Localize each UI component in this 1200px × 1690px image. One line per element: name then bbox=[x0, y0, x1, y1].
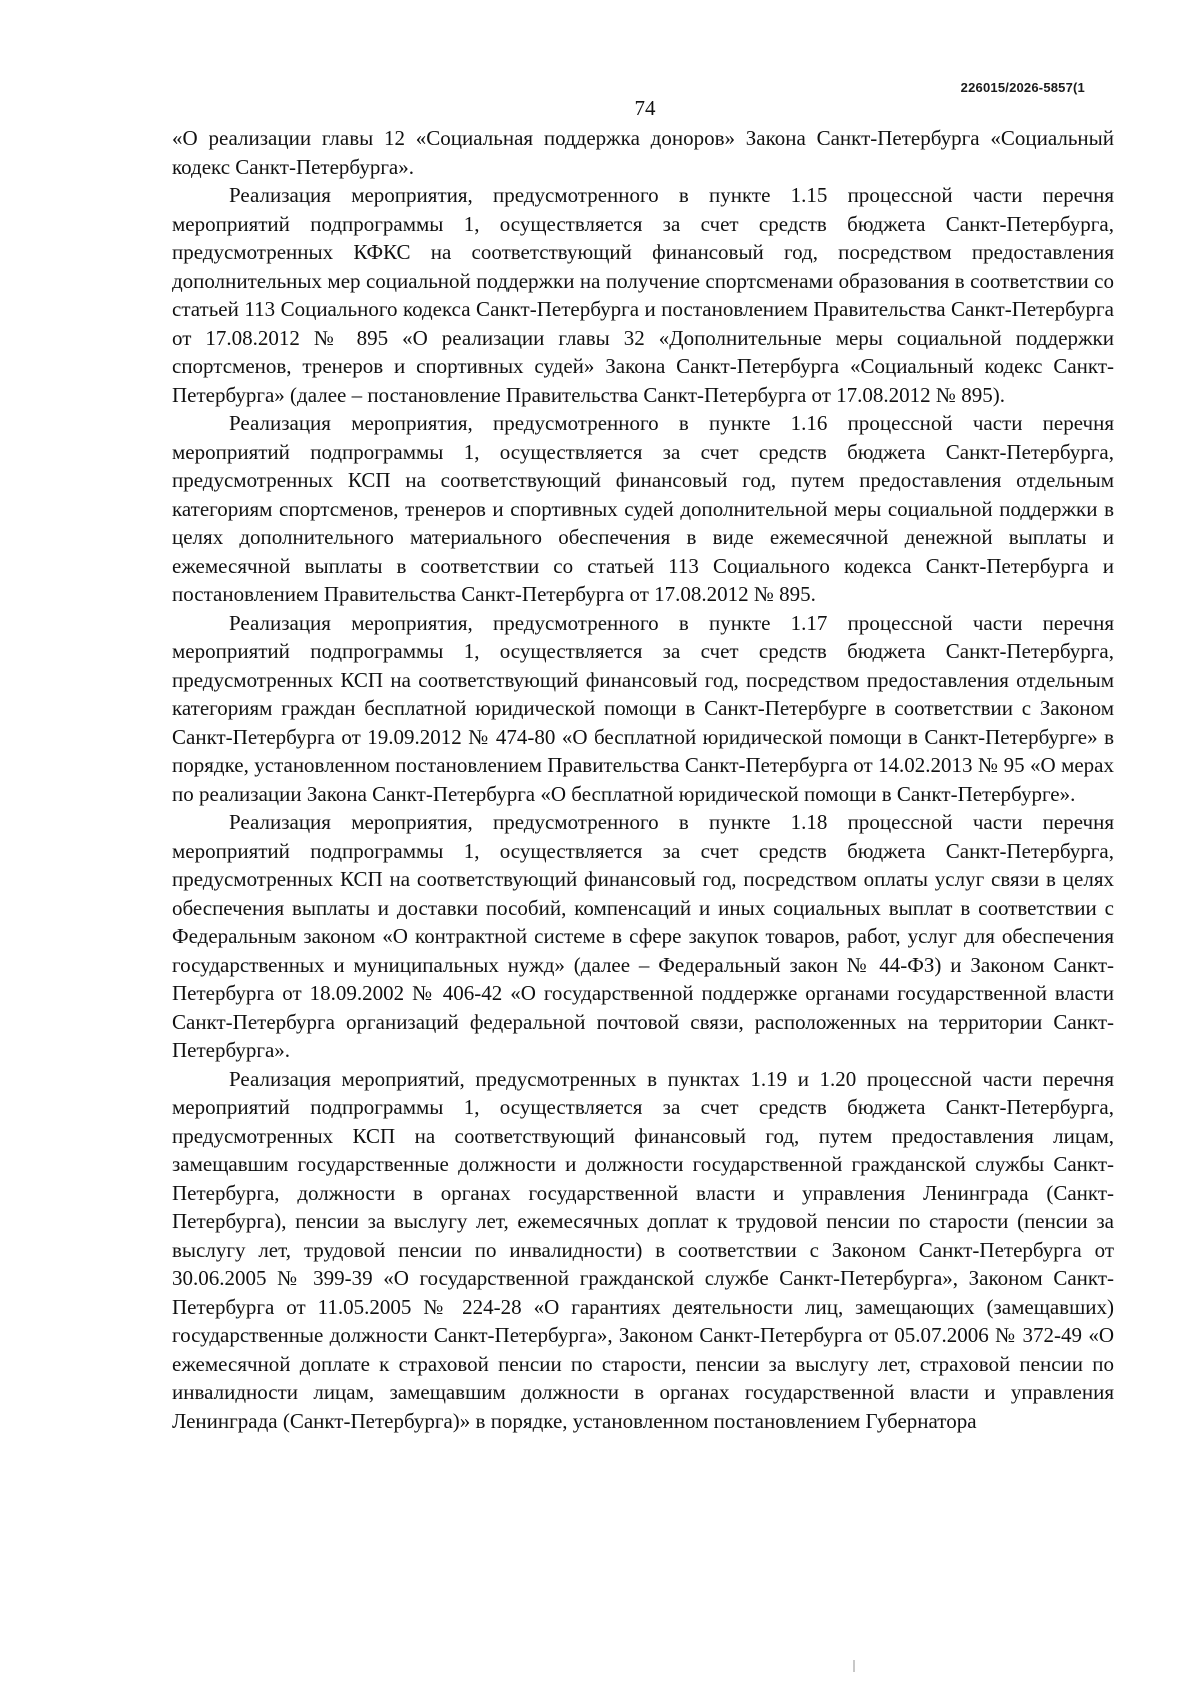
paragraph-item-1-17: Реализация мероприятия, предусмотренного в пункте 1.17 процессной части перечня мероприятий подпрограммы 1, осуществляется за счет средств бюджета Санкт-Петербурга, предусмотренных КСП на соответствующий финансовый год, посредством предоставления отдельным категориям граждан бесплатной юридической помощи в Санкт-Петербурге в соответствии с Законом Санкт-Петербурга от 19.09.2012 № 474-80 «О бесплатной юридической помощи в Санкт-Петербурге» в порядке, установленном постановлением Правительства Санкт-Петербурга от 14.02.2013 № 95 «О мерах по реализации Закона Санкт-Петербурга «О бесплатной юридической помощи в Санкт-Петербурге». bbox=[172, 610, 1114, 806]
paragraph-continuation: «О реализации главы 12 «Социальная поддержка доноров» Закона Санкт-Петербурга «Социальный кодекс Санкт-Петербурга». bbox=[172, 126, 1114, 179]
paragraph-item-1-15: Реализация мероприятия, предусмотренного в пункте 1.15 процессной части перечня мероприятий подпрограммы 1, осуществляется за счет средств бюджета Санкт-Петербурга, предусмотренных КФКС на соответствующий финансовый год, посредством предоставления дополнительных мер социальной поддержки на получение спортсменами образования в соответствии со статьей 113 Социального кодекса Санкт-Петербурга и постановлением Правительства Санкт-Петербурга от 17.08.2012 № 895 «О реализации главы 32 «Дополнительные меры социальной поддержки спортсменов, тренеров и спортивных судей» Закона Санкт-Петербурга «Социальный кодекс Санкт-Петербурга» (далее – постановление Правительства Санкт-Петербурга от 17.08.2012 № 895). bbox=[172, 183, 1114, 407]
scan-mark bbox=[853, 1660, 855, 1672]
paragraph-item-1-16: Реализация мероприятия, предусмотренного в пункте 1.16 процессной части перечня мероприятий подпрограммы 1, осуществляется за счет средств бюджета Санкт-Петербурга, предусмотренных КСП на соответствующий финансовый год, путем предоставления отдельным категориям спортсменов, тренеров и спортивных судей дополнительной меры социальной поддержки в целях дополнительного материального обеспечения в виде ежемесячной денежной выплаты и ежемесячной выплаты в соответствии со статьей 113 Социального кодекса Санкт-Петербурга и постановлением Правительства Санкт-Петербурга от 17.08.2012 № 895. bbox=[172, 411, 1114, 606]
document-body bbox=[172, 124, 1114, 1435]
document-id: 226015/2026-5857(1 bbox=[960, 80, 1085, 95]
paragraph-items-1-19-1-20: Реализация мероприятий, предусмотренных в пунктах 1.19 и 1.20 процессной части перечня мероприятий подпрограммы 1, осуществляется за счет средств бюджета Санкт-Петербурга, предусмотренных КСП на соответствующий финансовый год, путем предоставления лицам, замещавшим государственные должности и должности государственной гражданской службы Санкт-Петербурга, должности в органах государственной власти и управления Ленинграда (Санкт-Петербурга), пенсии за выслугу лет, ежемесячных доплат к трудовой пенсии по старости (пенсии за выслугу лет, трудовой пенсии по инвалидности) в соответствии с Законом Санкт-Петербурга от 30.06.2005 № 399-39 «О государственной гражданской службе Санкт-Петербурга», Законом Санкт-Петербурга от 11.05.2005 № 224-28 «О гарантиях деятельности лиц, замещающих (замещавших) государственные должности Санкт-Петербурга», Законом Санкт-Петербурга от 05.07.2006 № 372-49 «О ежемесячной доплате к страховой пенсии по старости, пенсии за выслугу лет, страховой пенсии по инвалидности лицам, замещавшим должности в органах государственной власти и управления Ленинграда (Санкт-Петербурга)» в порядке, установленном постановлением Губернатора bbox=[172, 1066, 1114, 1433]
paragraph-item-1-18: Реализация мероприятия, предусмотренного в пункте 1.18 процессной части перечня мероприятий подпрограммы 1, осуществляется за счет средств бюджета Санкт-Петербурга, предусмотренных КСП на соответствующий финансовый год, посредством оплаты услуг связи в целях обеспечения выплаты и доставки пособий, компенсаций и иных социальных выплат в соответствии с Федеральным законом «О контрактной системе в сфере закупок товаров, работ, услуг для обеспечения государственных и муниципальных нужд» (далее – Федеральный закон № 44-ФЗ) и Законом Санкт-Петербурга от 18.09.2002 № 406-42 «О государственной поддержке органами государственной власти Санкт-Петербурга организаций федеральной почтовой связи, расположенных на территории Санкт-Петербурга». bbox=[172, 810, 1114, 1062]
page-number: 74 bbox=[634, 96, 656, 120]
